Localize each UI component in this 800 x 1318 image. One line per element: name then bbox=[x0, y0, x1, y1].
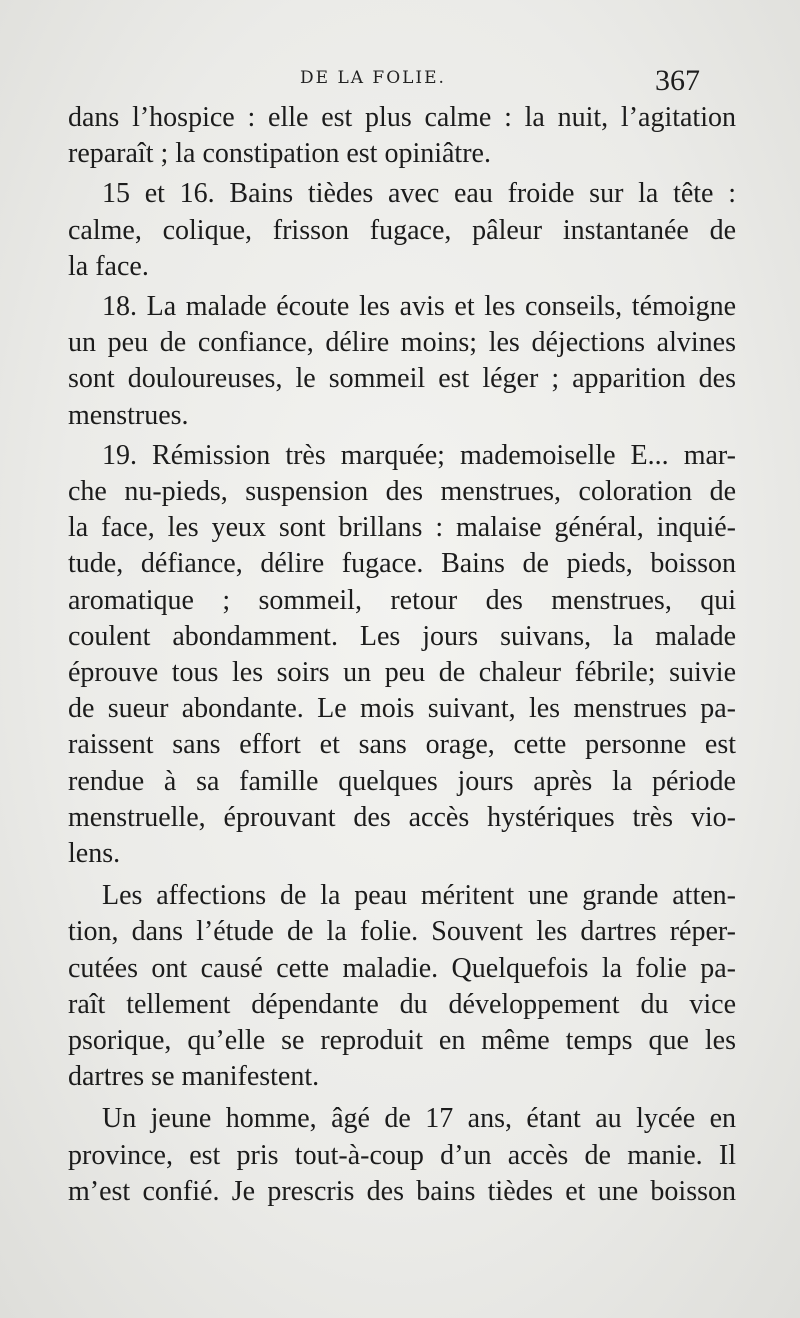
text-line: psorique, qu’elle se reproduit en même temps que les bbox=[68, 1025, 736, 1057]
text-line: menstrues. bbox=[68, 399, 189, 431]
text-line: Les affections de la peau méritent une grande atten- bbox=[102, 880, 736, 912]
text-line: dartres se manifestent. bbox=[68, 1061, 320, 1093]
text-line: raît tellement dépendante du développement du vice bbox=[68, 988, 736, 1020]
text-line: lens. bbox=[68, 838, 121, 870]
text-line: menstruelle, éprouvant des accès hystériques très vio- bbox=[68, 801, 736, 833]
running-title: DE LA FOLIE. bbox=[300, 68, 446, 88]
paragraph-skin-affections bbox=[68, 878, 736, 1095]
page-number: 367 bbox=[655, 64, 700, 97]
text-line: un peu de confiance, délire moins; les déjections alvines bbox=[68, 327, 736, 359]
text-line: dans l’hospice : elle est plus calme : la nuit, l’agitation bbox=[68, 102, 736, 133]
text-line: 18. La malade écoute les avis et les conseils, témoigne bbox=[102, 291, 736, 323]
text-line: 19. Rémission très marquée; mademoiselle E... mar- bbox=[102, 439, 736, 471]
running-header bbox=[0, 62, 800, 102]
text-line: coulent abondamment. Les jours suivans, la malade bbox=[68, 620, 736, 652]
text-body bbox=[68, 100, 736, 1210]
text-line: tude, défiance, délire fugace. Bains de pieds, boisson bbox=[68, 548, 736, 580]
paragraph-day-19 bbox=[68, 438, 736, 872]
text-line: de sueur abondante. Le mois suivant, les menstrues pa- bbox=[68, 693, 736, 725]
text-line: m’est confié. Je prescris des bains tièdes et une boisson bbox=[68, 1175, 736, 1207]
text-line: che nu-pieds, suspension des menstrues, coloration de bbox=[68, 476, 736, 508]
text-line: cutées ont causé cette maladie. Quelquefois la folie pa- bbox=[68, 952, 736, 984]
text-line: calme, colique, frisson fugace, pâleur instantanée de bbox=[68, 214, 736, 246]
text-line: Un jeune homme, âgé de 17 ans, étant au lycée en bbox=[102, 1103, 736, 1135]
text-line: raissent sans effort et sans orage, cette personne est bbox=[68, 729, 736, 761]
text-line: éprouve tous les soirs un peu de chaleur fébrile; suivie bbox=[68, 657, 736, 689]
text-line: 15 et 16. Bains tièdes avec eau froide sur la tête : bbox=[102, 178, 736, 210]
paragraph-young-man-case bbox=[68, 1101, 736, 1210]
paragraph-day-15-16 bbox=[68, 176, 736, 285]
text-line: aromatique ; sommeil, retour des menstrues, qui bbox=[68, 584, 736, 616]
paragraph-day-18 bbox=[68, 289, 736, 434]
text-line: la face. bbox=[68, 250, 149, 282]
text-line: sont douloureuses, le sommeil est léger ; apparition des bbox=[68, 363, 736, 395]
paragraph-continuation bbox=[68, 100, 736, 172]
text-line: rendue à sa famille quelques jours après la période bbox=[68, 765, 736, 797]
text-line: tion, dans l’étude de la folie. Souvent les dartres réper- bbox=[68, 916, 736, 948]
text-line: reparaît ; la constipation est opiniâtre. bbox=[68, 138, 491, 170]
text-line: la face, les yeux sont brillans : malaise général, inquié- bbox=[68, 512, 736, 544]
text-line: province, est pris tout-à-coup d’un accès de manie. Il bbox=[68, 1139, 736, 1171]
